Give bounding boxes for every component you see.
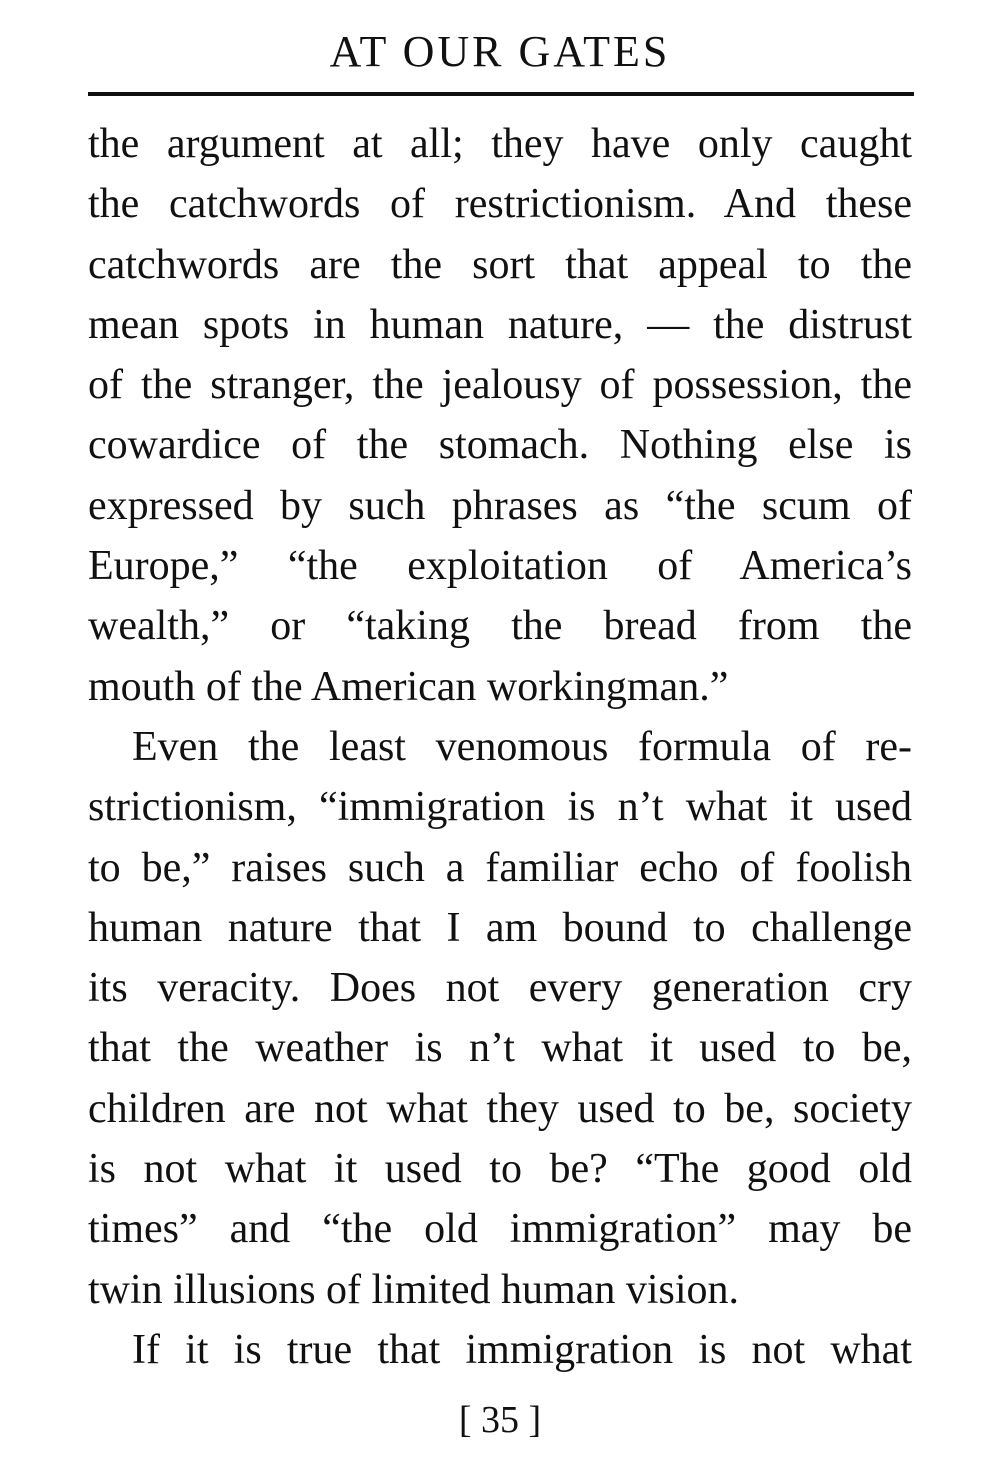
text-line: Even the least venomous formula of re- xyxy=(132,723,912,770)
text-line: Europe,” “the exploitation of America’s xyxy=(88,543,912,590)
text-line: the catchwords of restrictionism. And these xyxy=(88,181,912,228)
text-line: human nature that I am bound to challenge xyxy=(88,904,912,951)
text-line: the argument at all; they have only caught xyxy=(88,121,912,167)
text-line: expressed by such phrases as “the scum of xyxy=(88,482,912,529)
text-line: catchwords are the sort that appeal to the xyxy=(88,241,912,288)
text-line: mean spots in human nature, — the distrust xyxy=(88,301,912,348)
text-line: is not what it used to be? “The good old xyxy=(88,1146,912,1193)
text-line: wealth,” or “taking the bread from the xyxy=(88,603,912,650)
text-line: times” and “the old immigration” may be xyxy=(88,1206,912,1253)
text-line: children are not what they used to be, society xyxy=(88,1085,912,1132)
text-line: to be,” raises such a familiar echo of foolish xyxy=(88,844,912,891)
text-line: mouth of the American workingman.” xyxy=(88,663,729,710)
text-line: of the stranger, the jealousy of possession, the xyxy=(88,362,912,409)
body-text xyxy=(88,114,912,1380)
running-title: AT OUR GATES xyxy=(329,27,671,76)
text-line: that the weather is n’t what it used to be, xyxy=(88,1025,912,1072)
text-line: twin illusions of limited human vision. xyxy=(88,1266,739,1313)
text-line: strictionism, “immigration is n’t what it used xyxy=(88,784,912,831)
text-line: If it is true that immigration is not what xyxy=(132,1326,912,1373)
page-number: [ 35 ] xyxy=(458,1399,542,1441)
text-line: its veracity. Does not every generation cry xyxy=(88,965,912,1012)
text-line: cowardice of the stomach. Nothing else is xyxy=(88,422,912,469)
header-rule xyxy=(88,92,914,96)
